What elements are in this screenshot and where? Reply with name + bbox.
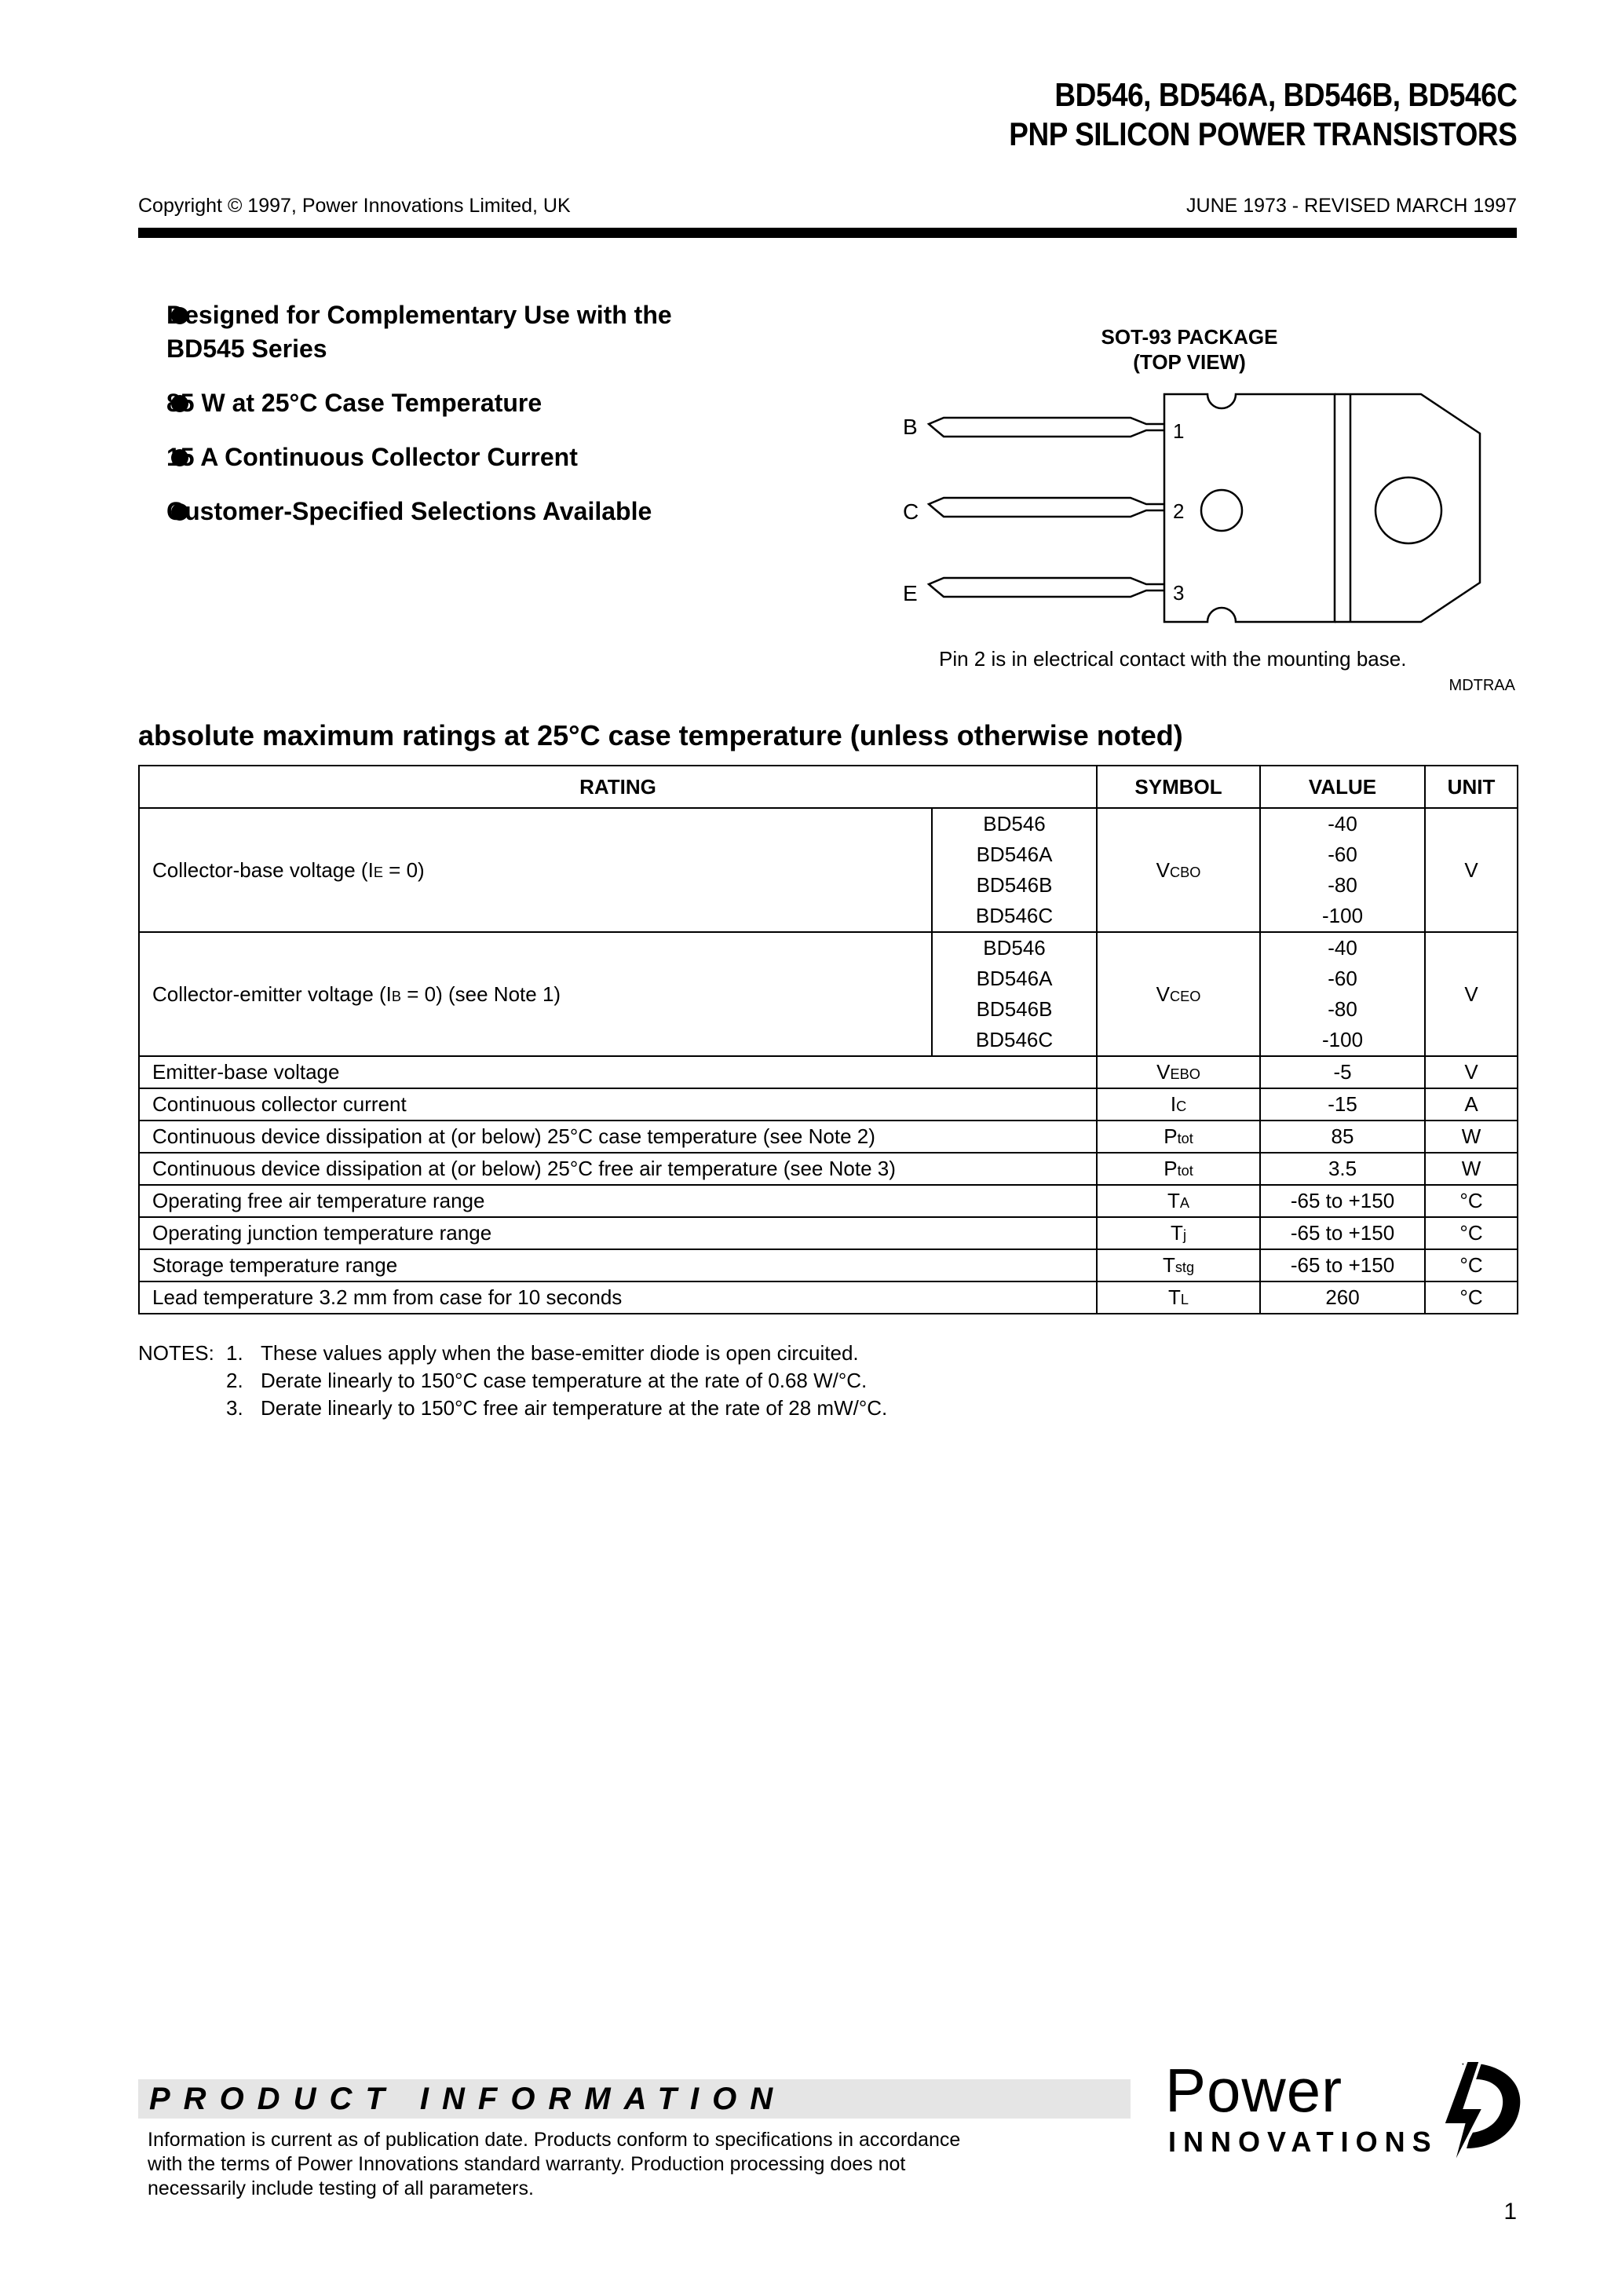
value-cell: -15 xyxy=(1260,1088,1425,1121)
feature-text: Designed for Complementary Use with the xyxy=(166,301,672,329)
mounting-hole xyxy=(1375,477,1441,543)
package-title: SOT-93 PACKAGE xyxy=(1101,325,1278,349)
value-cell: -60 xyxy=(1260,963,1425,994)
note-number: 2. xyxy=(226,1369,243,1392)
device-cell: BD546 xyxy=(932,808,1097,839)
value-cell: -80 xyxy=(1260,870,1425,901)
feature-item: 85 W at 25°C Case Temperature xyxy=(166,389,542,417)
note-text: Derate linearly to 150°C case temperature at the rate of 0.68 W/°C. xyxy=(261,1369,868,1392)
package-body xyxy=(1164,394,1335,622)
pin-label-b: B xyxy=(903,415,918,439)
value-cell: -40 xyxy=(1260,808,1425,839)
section-heading: absolute maximum ratings at 25°C case temperature (unless otherwise noted) xyxy=(138,719,1183,751)
package-subtitle: (TOP VIEW) xyxy=(1133,350,1246,374)
pin-number-1: 1 xyxy=(1173,419,1185,443)
pin-label-e: E xyxy=(903,581,918,605)
note-text: Derate linearly to 150°C free air temperature at the rate of 28 mW/°C. xyxy=(261,1396,888,1420)
value-cell: -100 xyxy=(1260,1025,1425,1056)
note-text: These values apply when the base-emitter diode is open circuited. xyxy=(261,1341,859,1365)
symbol-cell: $P_{tot}$ xyxy=(1097,1121,1260,1153)
center-pin-circle xyxy=(1201,490,1242,531)
rating-cell: Storage temperature range xyxy=(139,1249,1097,1281)
symbol-cell: $T_j$ xyxy=(1097,1217,1260,1249)
feature-item: Customer-Specified Selections Available xyxy=(166,497,652,525)
feature-item: 15 A Continuous Collector Current xyxy=(166,443,578,471)
table-row xyxy=(139,1249,1518,1281)
document-title-line2: PNP SILICON POWER TRANSISTORS xyxy=(1008,115,1517,152)
notes-lead: NOTES: xyxy=(138,1341,214,1365)
header-rating: RATING xyxy=(139,766,1097,808)
unit-cell: V xyxy=(1425,932,1518,1056)
value-cell: 3.5 xyxy=(1260,1153,1425,1185)
sot93-package-diagram xyxy=(895,385,1492,636)
rating-cell: Emitter-base voltage xyxy=(139,1056,1097,1088)
pin-number-3: 3 xyxy=(1173,581,1185,605)
symbol-cell: $T_A$ xyxy=(1097,1185,1260,1217)
header-unit: UNIT xyxy=(1425,766,1518,808)
product-info-label: PRODUCT INFORMATION xyxy=(149,2082,787,2116)
unit-cell: °C xyxy=(1425,1185,1518,1217)
table-row xyxy=(139,932,1518,963)
power-innovations-logo xyxy=(1165,2057,1526,2175)
logo-word-innovations: INNOVATIONS xyxy=(1168,2126,1438,2158)
header-symbol: SYMBOL xyxy=(1097,766,1260,808)
value-cell: -40 xyxy=(1260,932,1425,963)
rating-cell: Continuous device dissipation at (or below) 25°C free air temperature (see Note 3) xyxy=(139,1153,1097,1185)
disclaimer-line: necessarily include testing of all parameters. xyxy=(148,2177,534,2199)
device-cell: BD546B xyxy=(932,870,1097,901)
table-row xyxy=(139,1217,1518,1249)
value-cell: 260 xyxy=(1260,1281,1425,1314)
rating-cell: Operating junction temperature range xyxy=(139,1217,1097,1249)
feature-item xyxy=(166,298,672,366)
device-cell: BD546C xyxy=(932,1025,1097,1056)
feature-text: BD545 Series xyxy=(166,335,327,363)
symbol-cell: $V_{CBO}$ xyxy=(1097,808,1260,932)
symbol-cell: $V_{CEO}$ xyxy=(1097,932,1260,1056)
symbol-cell: $P_{tot}$ xyxy=(1097,1153,1260,1185)
unit-cell: A xyxy=(1425,1088,1518,1121)
unit-cell: °C xyxy=(1425,1249,1518,1281)
table-row xyxy=(139,1088,1518,1121)
lead-e xyxy=(929,578,1164,589)
table-row xyxy=(139,1056,1518,1088)
rating-cell: Operating free air temperature range xyxy=(139,1185,1097,1217)
unit-cell: W xyxy=(1425,1121,1518,1153)
rating-cell: Collector-base voltage $(I_E = 0)$ xyxy=(139,808,932,932)
table-header-row xyxy=(139,766,1518,808)
value-cell: -5 xyxy=(1260,1056,1425,1088)
value-cell: -100 xyxy=(1260,901,1425,932)
page-number: 1 xyxy=(1503,2199,1517,2225)
disclaimer-line: with the terms of Power Innovations standard warranty. Production processing does not xyxy=(148,2153,906,2175)
table-row xyxy=(139,1153,1518,1185)
copyright-notice: Copyright © 1997, Power Innovations Limited, UK xyxy=(138,195,571,217)
disclaimer-line: Information is current as of publication date. Products conform to specifications in accordance xyxy=(148,2129,961,2151)
unit-cell: V xyxy=(1425,808,1518,932)
pin-number-2: 2 xyxy=(1173,499,1185,523)
table-row xyxy=(139,1121,1518,1153)
value-cell: -65 to +150 xyxy=(1260,1217,1425,1249)
symbol-cell: $V_{EBO}$ xyxy=(1097,1056,1260,1088)
device-cell: BD546A xyxy=(932,963,1097,994)
logo-word-power: Power xyxy=(1165,2056,1343,2125)
document-title-line1: BD546, BD546A, BD546B, BD546C xyxy=(1054,76,1517,113)
unit-cell: °C xyxy=(1425,1281,1518,1314)
disclaimer xyxy=(148,2128,1113,2201)
value-cell: -80 xyxy=(1260,994,1425,1025)
value-cell: -60 xyxy=(1260,839,1425,870)
package-tab xyxy=(1335,394,1480,622)
note-number: 1. xyxy=(226,1341,243,1365)
symbol-cell: $T_{stg}$ xyxy=(1097,1249,1260,1281)
symbol-cell: $I_C$ xyxy=(1097,1088,1260,1121)
unit-cell: °C xyxy=(1425,1217,1518,1249)
header-value: VALUE xyxy=(1260,766,1425,808)
lead-c xyxy=(929,498,1164,509)
header-rule xyxy=(138,228,1517,238)
note-number: 3. xyxy=(226,1396,243,1420)
unit-cell: W xyxy=(1425,1153,1518,1185)
unit-cell: V xyxy=(1425,1056,1518,1088)
device-cell: BD546B xyxy=(932,994,1097,1025)
revision-date: JUNE 1973 - REVISED MARCH 1997 xyxy=(1186,195,1517,217)
value-cell: 85 xyxy=(1260,1121,1425,1153)
rating-cell: Lead temperature 3.2 mm from case for 10 seconds xyxy=(139,1281,1097,1314)
value-cell: -65 to +150 xyxy=(1260,1249,1425,1281)
symbol-cell: $T_L$ xyxy=(1097,1281,1260,1314)
table-row xyxy=(139,1281,1518,1314)
table-row xyxy=(139,1185,1518,1217)
device-cell: BD546A xyxy=(932,839,1097,870)
device-cell: BD546C xyxy=(932,901,1097,932)
rating-cell: Continuous device dissipation at (or below) 25°C case temperature (see Note 2) xyxy=(139,1121,1097,1153)
rating-cell: Continuous collector current xyxy=(139,1088,1097,1121)
package-caption: Pin 2 is in electrical contact with the mounting base. xyxy=(939,647,1407,671)
value-cell: -65 to +150 xyxy=(1260,1185,1425,1217)
drawing-code: MDTRAA xyxy=(1448,677,1515,694)
rating-cell: Collector-emitter voltage $(I_B = 0)$ (see Note 1) xyxy=(139,932,932,1056)
table-row xyxy=(139,808,1518,839)
lightning-bolt-icon xyxy=(1432,2057,1526,2175)
pin-label-c: C xyxy=(903,499,919,524)
lead-b xyxy=(929,418,1164,429)
ratings-table xyxy=(138,765,1518,1314)
device-cell: BD546 xyxy=(932,932,1097,963)
